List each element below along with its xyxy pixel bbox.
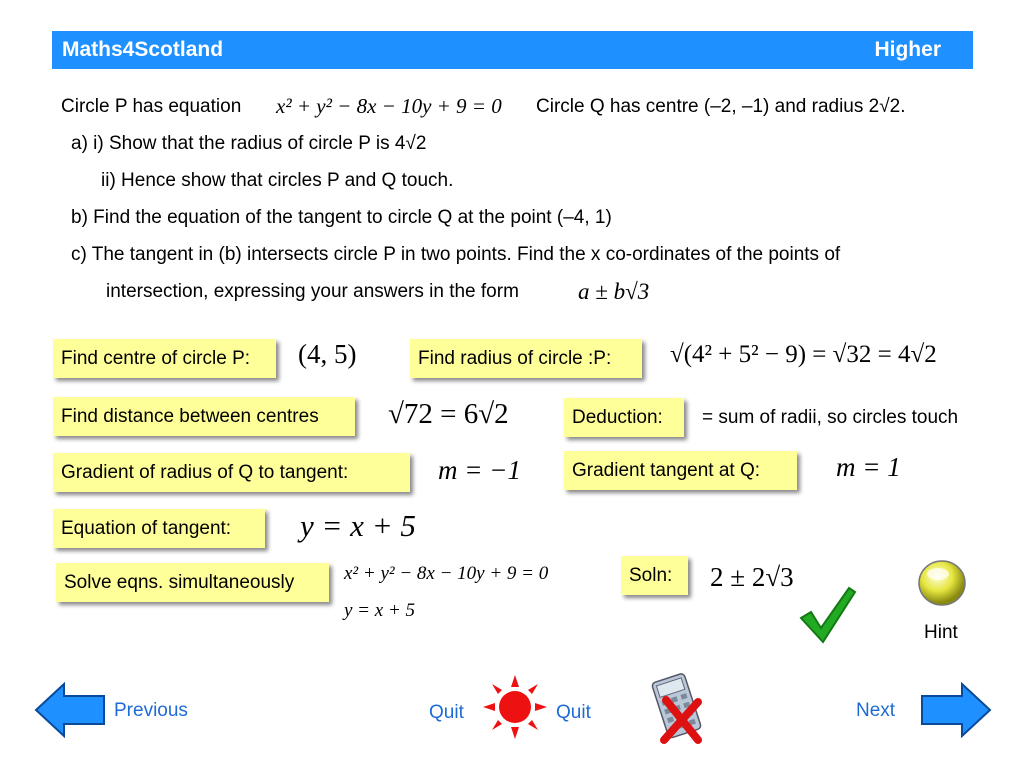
check-mark-icon: [797, 584, 859, 646]
centre-box[interactable]: [53, 339, 276, 378]
gradient-tangent-label: Gradient tangent at Q:: [572, 459, 761, 481]
question-a-ii: ii) Hence show that circles P and Q touch.: [101, 170, 454, 191]
gradient-radius-value: m = −1: [438, 455, 521, 485]
equation-tangent-value: y = x + 5: [300, 508, 416, 543]
centre-label: Find centre of circle P:: [61, 347, 251, 369]
question-c-line2: intersection, expressing your answers in the form: [106, 281, 519, 302]
quit-link-right[interactable]: Quit: [556, 702, 591, 723]
equation-tangent-label: Equation of tangent:: [61, 517, 232, 539]
left-arrow-icon[interactable]: [34, 682, 106, 738]
previous-link[interactable]: Previous: [114, 700, 188, 721]
yellow-orb-icon: [916, 557, 968, 609]
red-sun-icon[interactable]: [483, 675, 547, 739]
distance-label: Find distance between centres: [61, 405, 319, 427]
level-title: Higher: [874, 38, 941, 61]
distance-value: √72 = 6√2: [388, 398, 509, 430]
question-b: b) Find the equation of the tangent to circle Q at the point (–4, 1): [71, 207, 612, 228]
solve-equation-2: y = x + 5: [344, 600, 416, 621]
question-c-line1: c) The tangent in (b) intersects circle P in two points. Find the x co-ordinates of the points of: [71, 244, 841, 265]
radius-value: √(4² + 5² − 9) = √32 = 4√2: [670, 341, 937, 368]
gradient-radius-label: Gradient of radius of Q to tangent:: [61, 461, 349, 483]
hint-label[interactable]: Hint: [924, 622, 958, 643]
gradient-tangent-value: m = 1: [836, 452, 901, 482]
deduction-label: Deduction:: [572, 406, 663, 428]
right-arrow-icon[interactable]: [920, 682, 992, 738]
question-a-i: a) i) Show that the radius of circle P is 4√2: [71, 133, 427, 154]
solution-value: 2 ± 2√3: [710, 562, 794, 592]
no-calculator-icon: [648, 668, 710, 746]
solve-label: Solve eqns. simultaneously: [64, 571, 295, 593]
distance-box[interactable]: [53, 397, 355, 436]
deduction-value: = sum of radii, so circles touch: [702, 407, 959, 428]
centre-value: (4, 5): [298, 339, 357, 369]
radius-label: Find radius of circle :P:: [418, 347, 612, 369]
quit-link-left[interactable]: Quit: [429, 702, 464, 723]
header-bar: [52, 31, 973, 69]
question-line1-suffix: Circle Q has centre (–2, –1) and radius 2√2.: [536, 96, 906, 117]
next-link[interactable]: Next: [856, 700, 896, 721]
solve-box[interactable]: [56, 563, 329, 602]
gradient-tangent-box[interactable]: [564, 451, 797, 490]
solve-equation-1: x² + y² − 8x − 10y + 9 = 0: [344, 563, 549, 584]
question-line1-prefix: Circle P has equation: [61, 96, 242, 117]
hint-button[interactable]: [916, 557, 968, 609]
solution-label: Soln:: [629, 564, 673, 586]
equation-tangent-box[interactable]: [53, 509, 265, 548]
gradient-radius-box[interactable]: [53, 453, 410, 492]
circle-p-equation: x² + y² − 8x − 10y + 9 = 0: [276, 94, 502, 118]
deduction-box[interactable]: [564, 398, 684, 437]
solution-box[interactable]: [621, 556, 688, 595]
answer-form: a ± b√3: [578, 279, 650, 304]
site-title: Maths4Scotland: [62, 38, 224, 61]
radius-box[interactable]: [410, 339, 642, 378]
